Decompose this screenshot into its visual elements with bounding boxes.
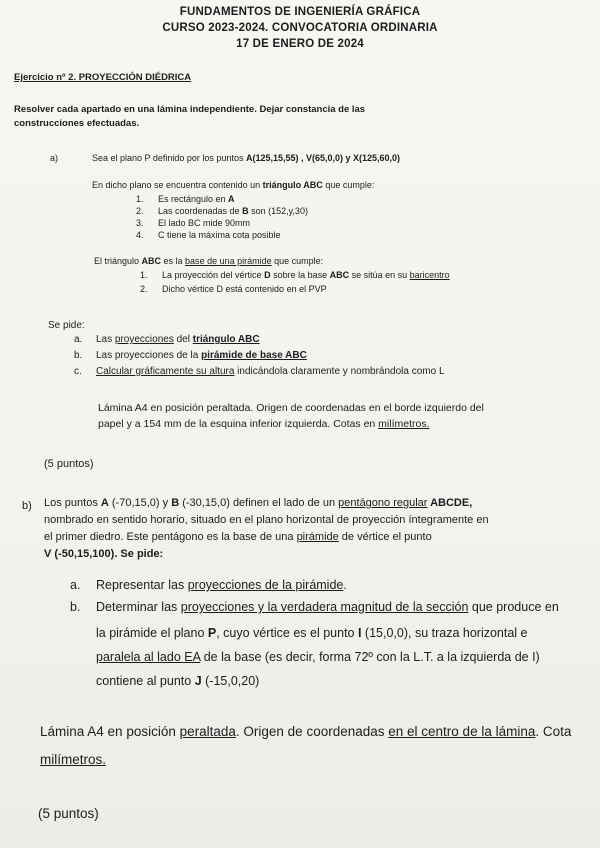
pyramid-condition-2: 2. Dicho vértice D está contenido en el PVP xyxy=(140,284,327,294)
condition-1: 1. Es rectángulo en A xyxy=(136,194,235,204)
se-pide-a: Se pide: xyxy=(48,320,85,331)
part-a-label: a) xyxy=(50,153,59,163)
header-date: 17 DE ENERO DE 2024 xyxy=(236,38,364,50)
pyramid-line: El triángulo ABC es la base de una pirámide que cumple: xyxy=(94,256,324,266)
ask-b-b-line-3: paralela al lado EA de la base (es decir, forma 72º con la L.T. a la izquierda de I) xyxy=(96,650,540,664)
part-b-line-3: el primer diedro. Este pentágono es la base de una pirámide de vértice el punto xyxy=(44,531,432,543)
pyramid-condition-1: 1. La proyección del vértice D sobre la base ABC se sitúa en su baricentro xyxy=(140,270,450,280)
ask-b-b: b. Determinar las proyecciones y la verdadera magnitud de la sección que produce en xyxy=(70,600,559,614)
points-b: (5 puntos) xyxy=(38,806,99,821)
condition-2: 2. Las coordenadas de B son (152,y,30) xyxy=(136,206,308,216)
condition-3: 3. El lado BC mide 90mm xyxy=(136,218,251,228)
exercise-intro-2: construcciones efectuadas. xyxy=(14,118,140,129)
sheet-a-1: Lámina A4 en posición peraltada. Origen de coordenadas en el borde izquierdo del xyxy=(98,402,484,414)
ask-b-a: a. Representar las proyecciones de la pirámide. xyxy=(70,578,347,592)
ask-a-c: c. Calcular gráficamente su altura indicándola claramente y nombrándola como L xyxy=(74,366,445,377)
ask-b-b-line-2: la pirámide el plano P, cuyo vértice es el punto I (15,0,0), su traza horizontal e xyxy=(96,626,528,640)
part-b-line-4: V (-50,15,100). Se pide: xyxy=(44,548,164,560)
header-course: CURSO 2023-2024. CONVOCATORIA ORDINARIA xyxy=(162,22,438,34)
exercise-title: Ejercicio nº 2. PROYECCIÓN DIÉDRICA xyxy=(14,72,192,83)
ask-b-b-line-4: contiene al punto J (-15,0,20) xyxy=(96,674,260,688)
part-b-line-2: nombrado en sentido horario, situado en el plano horizontal de proyección íntegramente en xyxy=(44,514,489,526)
header-subject: FUNDAMENTOS DE INGENIERÍA GRÁFICA xyxy=(179,6,421,18)
exercise-intro-1: Resolver cada apartado en una lámina independiente. Dejar constancia de las xyxy=(14,104,366,115)
part-b-line-1: Los puntos A (-70,15,0) y B (-30,15,0) definen el lado de un pentágono regular ABCDE, xyxy=(44,497,473,509)
sheet-b-2: milímetros. xyxy=(40,752,107,767)
ask-a-a: a. Las proyecciones del triángulo ABC xyxy=(74,334,260,345)
condition-4: 4. C tiene la máxima cota posible xyxy=(136,230,281,240)
sheet-a-2: papel y a 154 mm de la esquina inferior izquierda. Cotas en milímetros. xyxy=(98,418,430,430)
part-b-label: b) xyxy=(22,500,32,512)
part-a-plane-line: Sea el plano P definido por los puntos A(125,15,55) , V(65,0,0) y X(125,60,0) xyxy=(92,153,401,163)
points-a: (5 puntos) xyxy=(44,458,94,470)
ask-a-b: b. Las proyecciones de la pirámide de base ABC xyxy=(74,350,307,361)
part-a-triangle-line: En dicho plano se encuentra contenido un triángulo ABC que cumple: xyxy=(92,180,375,190)
sheet-b-1: Lámina A4 en posición peraltada. Origen de coordenadas en el centro de la lámina. Cota xyxy=(40,724,572,739)
